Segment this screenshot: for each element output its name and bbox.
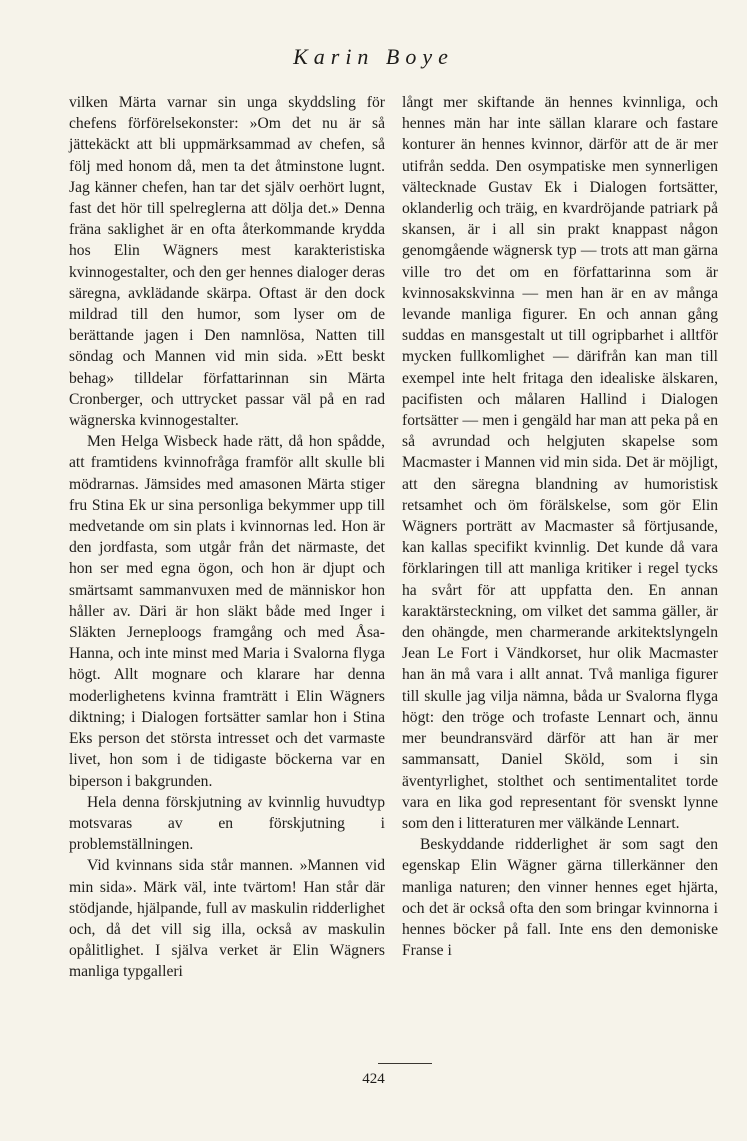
paragraph: Beskyddande ridderlighet är som sagt den egenskap Elin Wägner gärna tillerkänner den manliga naturen; den vinner hennes eget hjärta, och det är också ofta den som bringar kvinnorna i hennes böcker på fall. Inte ens den demoniske Franse i — [402, 836, 718, 960]
paragraph: Men Helga Wisbeck hade rätt, då hon spådde, att framtidens kvinnofråga framför allt skulle bli mödrarnas. Jämsides med amasonen Märta stiger fru Stina Ek ur sina personliga bekymmer upp till medvetande om sin plats i kvinnornas led. Hon är den jordfasta, som utgår från det närmaste, det hon ser med egna ögon, och hon är djupt och smärtsamt sammanvuxen med de människor hon håller av. Däri är hon släkt både med Inger i Släkten Jerneploogs framgång och med Åsa-Hanna, och inte minst med Maria i Svalorna flyga högt. Allt mognare och klarare har denna moderlighetens kvinna framträtt i Elin Wägners diktning; i Dialogen fortsätter samlar hon i Stina Eks person det största intresset och det varmaste livet, hon som i de tidigaste böckerna var en biperson i bakgrunden. — [69, 433, 385, 790]
paragraph: Hela denna förskjutning av kvinnlig huvudtyp motsvaras av en förskjutning i problemställningen. — [69, 793, 385, 854]
left-column — [69, 92, 385, 983]
paragraph: vilken Märta varnar sin unga skyddsling för chefens förförelsekonster: »Om det nu är så jättekäckt att bli uppmärksammad av chefen, så följ med honom då, men ta det åtminstone lugnt. Jag känner chefen, han tar det själv oerhört lugnt, fast det hör till spelreglerna att dölja det.» Denna fräna saklighet är en ofta återkommande krydda hos Elin Wägners mest karakteristiska kvinnogestalter, och den ger hennes dialoger deras säregna, avklädande skärpa. Oftast är den dock mildrad till den humor, som lyser om de berättande jagen i Den namnlösa, Natten till söndag och Mannen vid min sida. »Ett beskt behag» tilldelar författarinnan sin Märta Cronberger, och uttrycket passar väl på en rad wägnerska kvinnogestalter. — [69, 94, 385, 430]
paragraph: Vid kvinnans sida står mannen. »Mannen vid min sida». Märk väl, inte tvärtom! Han står där stödjande, hjälpande, full av maskulin ridderlighet och, då det vill sig illa, också av maskulin opålitlighet. I själva verket är Elin Wägners manliga typgalleri — [69, 857, 385, 981]
page-number: 424 — [362, 1071, 385, 1087]
paragraph: långt mer skiftande än hennes kvinnliga, och hennes män har inte sällan klarare och fastare konturer än hennes kvinnor, därför att de är mer utifrån sedda. Den osympatiske men synnerligen vältecknade Gustav Ek i Dialogen fortsätter, oklanderlig och träig, en kvardröjande patriark på skansen, är i all sin prakt knappast någon genomgående wägnersk typ — trots att man gärna ville tro det om en författarinna som är kvinnosakskvinna — men han är en av många levande manliga figurer. En och annan gång suddas en mansgestalt ut till ogripbarhet i alltför mycken fullkomlighet — därifrån kan man till exempel inte helt fritaga den idealiske älskaren, pacifisten och målaren Hallind i Dialogen fortsätter — men i gengäld har man att peka på en så avrundad och helgjuten skapelse som Macmaster i Mannen vid min sida. Det är möjligt, att den säregna blandning av humoristisk retsamhet och öm förälskelse, som gör Elin Wägners porträtt av Macmaster så förtjusande, kan kallas specifikt kvinnlig. Det kunde då vara förklaringen till att manliga kritiker i regel tycks ha svårt för att uppfatta den. En annan karaktärsteckning, om vilket det samma gäller, är den ohängde, men charmerande arkitektslyngeln Jean Le Fort i Vändkorset, hur olik Macmaster han än må vara i allt annat. Två manliga figurer till skulle jag vilja nämna, båda ur Svalorna flyga högt: den tröge och trofaste Lennart och, ännu mer beundransvärd därför att han är mer sammansatt, Daniel Sköld, som i sin äventyrlighet, stolthet och sentimentalitet torde vara en lika god representant för svenskt lynne som den i litteraturen mer välkände Lennart. — [402, 94, 718, 832]
running-header: Karin Boye — [293, 44, 454, 69]
footer-rule — [378, 1063, 432, 1064]
right-column — [402, 92, 718, 961]
